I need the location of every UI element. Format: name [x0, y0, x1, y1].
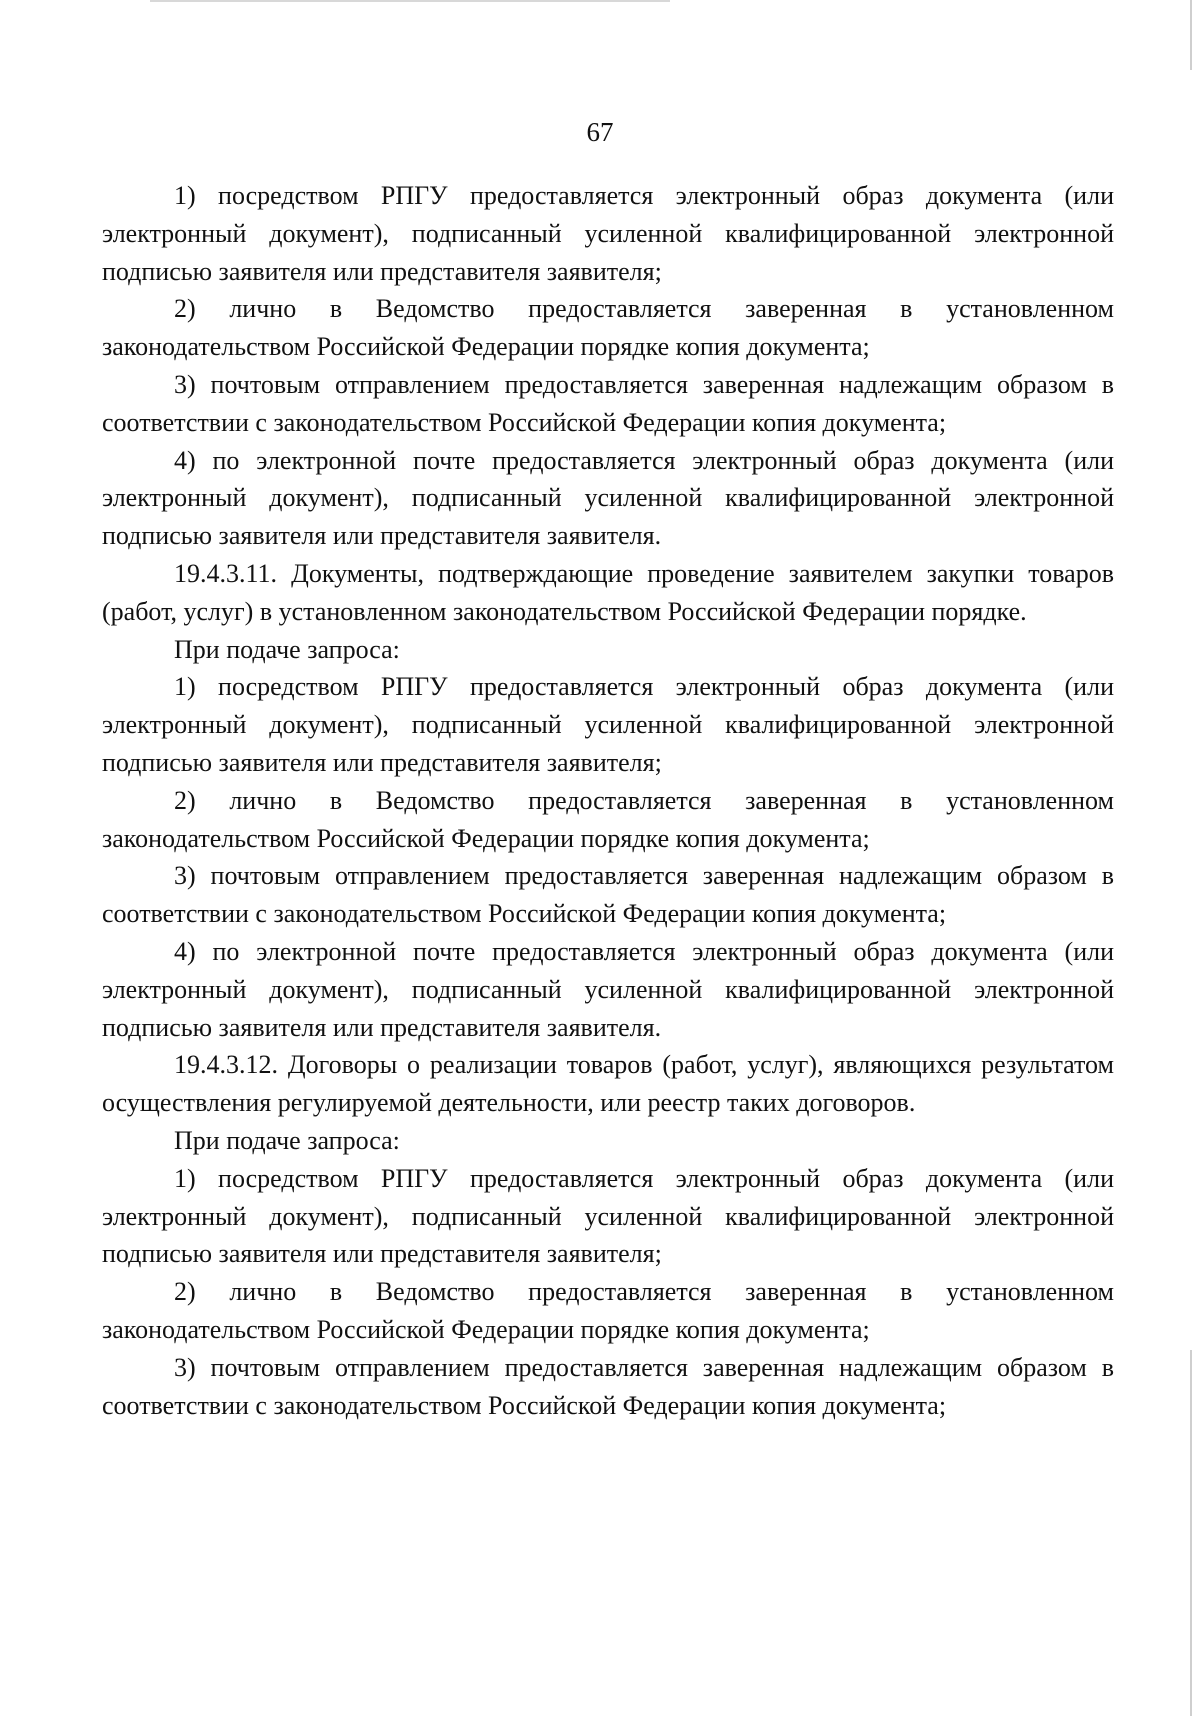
paragraph: 2) лично в Ведомство предоставляется заверенная в установленном законодательством Российской Федерации порядке копия документа;: [102, 294, 1114, 362]
scan-edge-top: [150, 0, 670, 2]
paragraph: 19.4.3.12. Договоры о реализации товаров (работ, услуг), являющихся результатом осуществления регулируемой деятельности, или реестр таких договоров.: [102, 1050, 1114, 1118]
paragraph: 4) по электронной почте предоставляется электронный образ документа (или электронный документ), подписанный усиленной квалифицированной электронной подписью заявителя или представителя заявителя.: [102, 936, 1114, 1042]
paragraph: 19.4.3.11. Документы, подтверждающие проведение заявителем закупки товаров (работ, услуг) в установленном законодательством Российской Федерации порядке.: [102, 558, 1114, 626]
paragraph: 3) почтовым отправлением предоставляется заверенная надлежащим образом в соответствии с законодательством Российской Федерации копия документа;: [102, 369, 1114, 437]
scan-edge-right-top: [1190, 0, 1192, 70]
paragraph: 1) посредством РПГУ предоставляется электронный образ документа (или электронный документ), подписанный усиленной квалифицированной электронной подписью заявителя или представителя заявителя;: [102, 1163, 1114, 1269]
paragraph: При подаче запроса:: [174, 634, 400, 664]
paragraph: При подаче запроса:: [174, 1125, 400, 1155]
paragraph: 2) лично в Ведомство предоставляется заверенная в установленном законодательством Российской Федерации порядке копия документа;: [102, 1277, 1114, 1344]
page-number: 67: [586, 117, 614, 147]
paragraph: 1) посредством РПГУ предоставляется электронный образ документа (или электронный документ), подписанный усиленной квалифицированной электронной подписью заявителя или представителя заявителя;: [102, 672, 1114, 777]
paragraph: 4) по электронной почте предоставляется электронный образ документа (или электронный документ), подписанный усиленной квалифицированной электронной подписью заявителя или представителя заявителя.: [102, 445, 1114, 551]
paragraph: 2) лично в Ведомство предоставляется заверенная в установленном законодательством Российской Федерации порядке копия документа;: [102, 785, 1114, 853]
document-body: [102, 177, 1114, 1424]
paragraph: 1) посредством РПГУ предоставляется электронный образ документа (или электронный документ), подписанный усиленной квалифицированной электронной подписью заявителя или представителя заявителя;: [102, 181, 1114, 286]
paragraph: 3) почтовым отправлением предоставляется заверенная надлежащим образом в соответствии с законодательством Российской Федерации копия документа;: [102, 1352, 1114, 1420]
scan-edge-right-bottom: [1190, 1350, 1192, 1716]
paragraph: 3) почтовым отправлением предоставляется заверенная надлежащим образом в соответствии с законодательством Российской Федерации копия документа;: [102, 861, 1114, 929]
